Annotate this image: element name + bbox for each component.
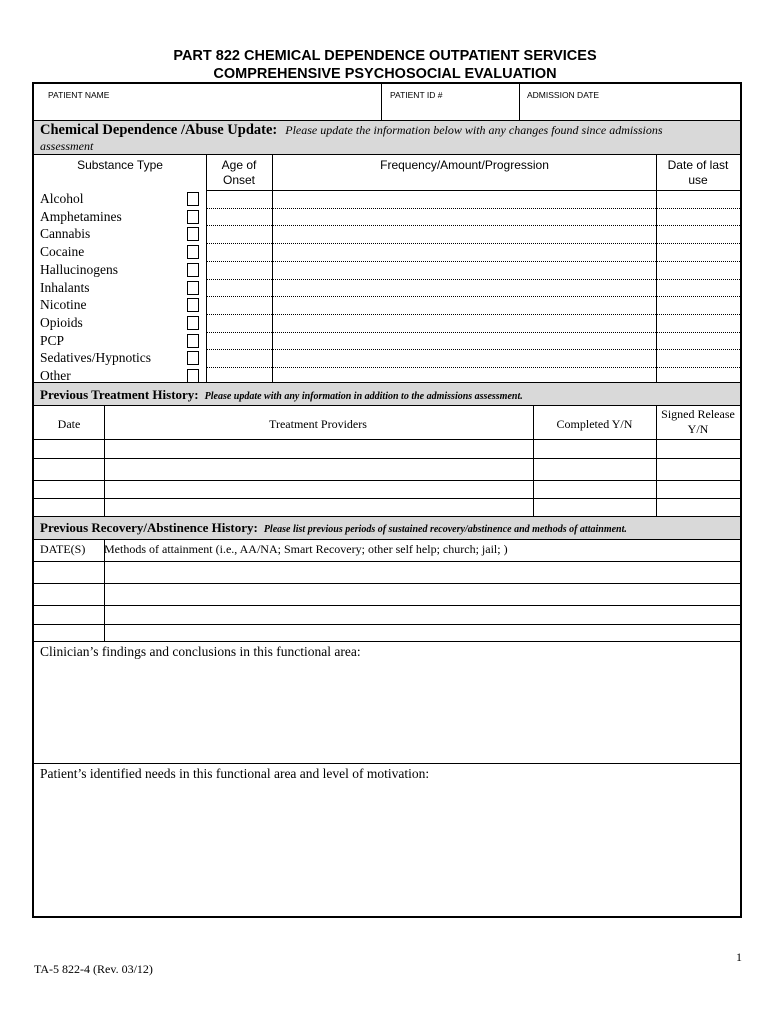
treatment-row-3[interactable] (36, 482, 102, 496)
row-divider (206, 349, 740, 350)
chemical-section-note: Please update the information below with any changes found since admissions (285, 123, 663, 137)
substance-checkbox[interactable] (187, 245, 199, 259)
row-divider (206, 243, 740, 244)
patient-name-field[interactable] (36, 86, 380, 118)
date-last-use-cell[interactable] (658, 297, 738, 313)
recovery-row-2[interactable] (106, 585, 738, 603)
substance-label: PCP (40, 332, 65, 348)
substance-row (34, 225, 740, 243)
substance-row (34, 349, 740, 367)
row-divider (206, 208, 740, 209)
chemical-section-note-cont: assessment (40, 139, 94, 153)
col-age-line1: Age of (221, 158, 257, 172)
row-divider (206, 332, 740, 333)
substance-checkbox[interactable] (187, 351, 199, 365)
treatment-row-1[interactable] (36, 441, 102, 457)
row-divider (206, 225, 740, 226)
substance-checkbox[interactable] (187, 316, 199, 330)
age-of-onset-cell[interactable] (208, 226, 270, 242)
recovery-row-4[interactable] (106, 626, 738, 640)
row-divider (206, 367, 740, 368)
substance-row (34, 296, 740, 314)
substance-label: Inhalants (40, 279, 90, 295)
frequency-cell[interactable] (274, 350, 654, 366)
admission-date-field[interactable] (521, 86, 739, 118)
substance-label: Hallucinogens (40, 261, 118, 277)
age-of-onset-cell[interactable] (208, 209, 270, 225)
clinician-findings-field[interactable] (36, 662, 738, 762)
recovery-section-header (40, 519, 627, 537)
treatment-col-release (656, 407, 740, 437)
chemical-section-title: Chemical Dependence /Abuse Update: (40, 122, 278, 138)
frequency-cell[interactable] (274, 262, 654, 278)
treatment-col-date: Date (57, 417, 81, 431)
substance-row (34, 243, 740, 261)
treatment-section-header (40, 386, 523, 404)
form-id: TA-5 822-4 (Rev. 03/12) (34, 962, 153, 976)
age-of-onset-cell[interactable] (208, 191, 270, 207)
frequency-cell[interactable] (274, 280, 654, 296)
date-last-use-cell[interactable] (658, 350, 738, 366)
age-of-onset-cell[interactable] (208, 244, 270, 260)
treatment-col-release-line2: Y/N (687, 422, 709, 436)
evaluation-form (32, 82, 742, 918)
form-title-line2: COMPREHENSIVE PSYCHOSOCIAL EVALUATION (213, 66, 557, 82)
substance-checkbox[interactable] (187, 210, 199, 224)
treatment-row-4[interactable] (36, 500, 102, 514)
date-last-use-cell[interactable] (658, 280, 738, 296)
date-last-use-cell[interactable] (658, 191, 738, 207)
substance-label: Alcohol (40, 191, 84, 206)
substance-label: Other (40, 368, 71, 383)
substance-label: Opioids (40, 314, 83, 330)
frequency-cell[interactable] (274, 209, 654, 225)
date-last-use-cell[interactable] (658, 209, 738, 225)
form-title-line1: PART 822 CHEMICAL DEPENDENCE OUTPATIENT SERVICES (173, 48, 597, 64)
recovery-col-methods: Methods of attainment (i.e., AA/NA; Smart Recovery; other self help; church; jail; ) (104, 542, 508, 556)
frequency-cell[interactable] (274, 191, 654, 207)
treatment-col-release-line1: Signed Release (661, 407, 735, 421)
col-date-last-use (656, 158, 740, 188)
substance-checkbox[interactable] (187, 227, 199, 241)
date-last-use-cell[interactable] (658, 315, 738, 331)
date-last-use-cell[interactable] (658, 244, 738, 260)
row-divider (206, 279, 740, 280)
age-of-onset-cell[interactable] (208, 333, 270, 349)
frequency-cell[interactable] (274, 315, 654, 331)
substance-checkbox[interactable] (187, 369, 199, 383)
substance-checkbox[interactable] (187, 263, 199, 277)
frequency-cell[interactable] (274, 297, 654, 313)
substance-row (34, 314, 740, 332)
age-of-onset-cell[interactable] (208, 297, 270, 313)
age-of-onset-cell[interactable] (208, 262, 270, 278)
substance-checkbox[interactable] (187, 192, 199, 206)
date-last-use-cell[interactable] (658, 226, 738, 242)
substance-checkbox[interactable] (187, 281, 199, 295)
substance-label: Cannabis (40, 226, 91, 242)
age-of-onset-cell[interactable] (208, 280, 270, 296)
admission-date-label: ADMISSION DATE (527, 90, 600, 100)
date-last-use-cell[interactable] (658, 262, 738, 278)
recovery-col-dates: DATE(S) (40, 542, 86, 556)
substance-row (34, 279, 740, 297)
recovery-section-note: Please list previous periods of sustained recovery/abstinence and methods of attainment. (263, 524, 627, 535)
frequency-cell[interactable] (274, 226, 654, 242)
substance-row (34, 332, 740, 350)
row-divider (206, 190, 740, 191)
col-frequency: Frequency/Amount/Progression (380, 158, 549, 172)
col-age-of-onset (206, 158, 272, 188)
patient-name-label: PATIENT NAME (48, 90, 110, 100)
row-divider (206, 296, 740, 297)
substance-checkbox[interactable] (187, 298, 199, 312)
treatment-row-2[interactable] (36, 460, 102, 478)
substance-label: Amphetamines (40, 208, 122, 224)
col-date-line2: use (688, 173, 708, 187)
date-last-use-cell[interactable] (658, 333, 738, 349)
substance-row (34, 208, 740, 226)
frequency-cell[interactable] (274, 244, 654, 260)
treatment-section-note: Please update with any information in addition to the admissions assessment. (204, 391, 523, 402)
patient-needs-label: Patient’s identified needs in this functional area and level of motivation: (40, 766, 430, 781)
treatment-section-title: Previous Treatment History: (40, 387, 199, 402)
substance-label: Cocaine (40, 244, 85, 260)
treatment-col-completed: Completed Y/N (556, 417, 633, 431)
substance-row (34, 190, 740, 208)
patient-id-label: PATIENT ID # (390, 90, 443, 100)
col-age-line2: Onset (222, 173, 255, 187)
substance-row (34, 261, 740, 279)
substance-label: Sedatives/Hypnotics (40, 350, 151, 366)
page-number: 1 (736, 950, 742, 964)
patient-id-field[interactable] (383, 86, 517, 118)
substance-label: Nicotine (40, 297, 87, 313)
row-divider (206, 261, 740, 262)
substance-checkbox[interactable] (187, 334, 199, 348)
frequency-cell[interactable] (274, 333, 654, 349)
age-of-onset-cell[interactable] (208, 350, 270, 366)
recovery-row-3[interactable] (106, 607, 738, 622)
recovery-row-1[interactable] (106, 563, 738, 581)
clinician-findings-label: Clinician’s findings and conclusions in this functional area: (40, 644, 361, 659)
col-substance-type: Substance Type (77, 158, 163, 172)
col-date-line1: Date of last (667, 158, 729, 172)
age-of-onset-cell[interactable] (208, 315, 270, 331)
row-divider (206, 314, 740, 315)
patient-needs-field[interactable] (36, 784, 738, 914)
recovery-section-title: Previous Recovery/Abstinence History: (40, 520, 258, 535)
treatment-col-providers: Treatment Providers (269, 417, 367, 431)
chemical-section-header (40, 122, 736, 154)
